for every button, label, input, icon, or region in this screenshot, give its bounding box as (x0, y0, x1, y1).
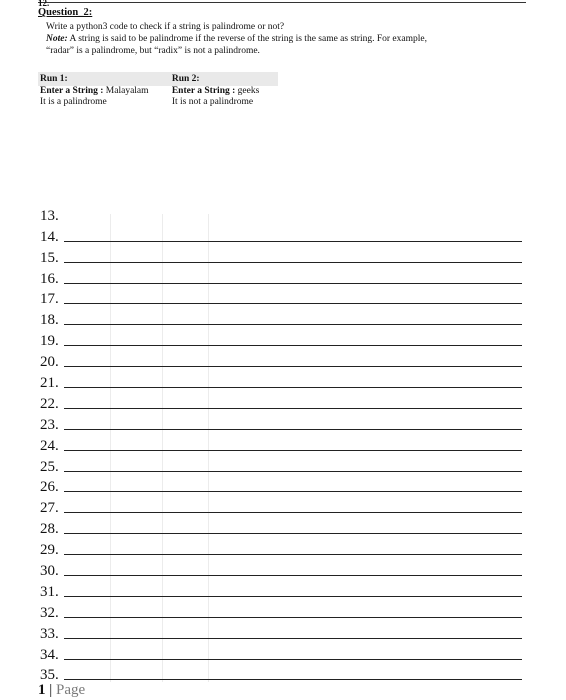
answer-rule (64, 366, 522, 367)
answer-line (40, 620, 522, 641)
line-number: 26. (40, 479, 59, 496)
answer-rule (64, 408, 522, 409)
line-number: 28. (40, 521, 59, 538)
runs-header-row (38, 72, 278, 86)
answer-line (40, 286, 522, 307)
answer-line (40, 641, 522, 662)
run1-input-value: Malayalam (105, 86, 149, 96)
answer-line (40, 369, 522, 390)
answer-line (40, 202, 522, 223)
answer-rule (64, 679, 522, 680)
runs-input-row (38, 86, 278, 97)
answer-line (40, 557, 522, 578)
answer-line (40, 536, 522, 557)
run2-input (170, 86, 278, 97)
line-number: 33. (40, 625, 59, 642)
line-number: 13. (40, 207, 59, 224)
answer-rule (64, 262, 522, 263)
answer-line (40, 494, 522, 515)
runs-output-row (38, 97, 278, 108)
code-answer-lines (40, 202, 522, 682)
run1-output: It is a palindrome (40, 97, 107, 107)
question-note-continued: “radar” is a palindrome, but “radix” is not a palindrome. (46, 46, 260, 56)
answer-rule (64, 345, 522, 346)
answer-rule (64, 617, 522, 618)
top-divider (38, 2, 526, 3)
answer-line (40, 411, 522, 432)
line-number: 19. (40, 333, 59, 350)
line-number: 27. (40, 500, 59, 517)
line-number: 30. (40, 563, 59, 580)
answer-rule (64, 659, 522, 660)
answer-line (40, 662, 522, 683)
page-separator: | (45, 682, 57, 698)
line-number: 20. (40, 354, 59, 371)
line-number: 16. (40, 270, 59, 287)
line-number: 23. (40, 416, 59, 433)
answer-rule (64, 429, 522, 430)
answer-rule (64, 638, 522, 639)
line-number: 25. (40, 458, 59, 475)
note-label: Note: (46, 34, 68, 44)
answer-line (40, 348, 522, 369)
answer-rule (64, 471, 522, 472)
run2-input-label: Enter a String : (171, 86, 238, 96)
run1-label: Run 1: (38, 72, 170, 86)
line-number: 17. (40, 291, 59, 308)
answer-line (40, 474, 522, 495)
answer-line (40, 578, 522, 599)
question-prompt: Write a python3 code to check if a string is palindrome or not? (46, 22, 285, 32)
sample-runs-table (38, 72, 278, 108)
answer-line (40, 599, 522, 620)
answer-rule (64, 491, 522, 492)
answer-rule (64, 324, 522, 325)
line-number: 32. (40, 604, 59, 621)
question-title: Question_2: (38, 7, 93, 18)
note-text: A string is said to be palindrome if the reverse of the string is the same as string. For example, (67, 34, 427, 44)
line-number: 22. (40, 395, 59, 412)
line-number: 14. (40, 228, 59, 245)
answer-rule (64, 241, 522, 242)
answer-line (40, 453, 522, 474)
answer-line (40, 265, 522, 286)
page-footer (38, 682, 85, 699)
line-number: 21. (40, 375, 59, 392)
answer-rule (64, 303, 522, 304)
answer-rule (64, 596, 522, 597)
line-number: 15. (40, 249, 59, 266)
line-number: 29. (40, 542, 59, 559)
line-number: 31. (40, 583, 59, 600)
line-number: 34. (40, 646, 59, 663)
answer-rule (64, 554, 522, 555)
answer-line (40, 515, 522, 536)
question-note (46, 33, 427, 45)
run2-label: Run 2: (170, 72, 278, 86)
answer-line (40, 432, 522, 453)
line-number: 35. (40, 667, 59, 684)
run2-output: It is not a palindrome (171, 97, 254, 107)
page-label: Page (56, 682, 86, 698)
run1-input (38, 86, 170, 97)
page-number: 1 (38, 682, 46, 698)
run2-input-value: geeks (237, 86, 260, 96)
line-number: 24. (40, 437, 59, 454)
answer-rule (64, 575, 522, 576)
clipped-line-number: 12. (38, 0, 50, 6)
answer-line (40, 390, 522, 411)
answer-line (40, 244, 522, 265)
run1-input-label: Enter a String : (40, 86, 106, 96)
answer-line (40, 223, 522, 244)
line-number: 18. (40, 312, 59, 329)
answer-rule (64, 387, 522, 388)
answer-rule (64, 283, 522, 284)
answer-rule (64, 512, 522, 513)
answer-line (40, 327, 522, 348)
answer-rule (64, 450, 522, 451)
answer-rule (64, 533, 522, 534)
answer-line (40, 306, 522, 327)
